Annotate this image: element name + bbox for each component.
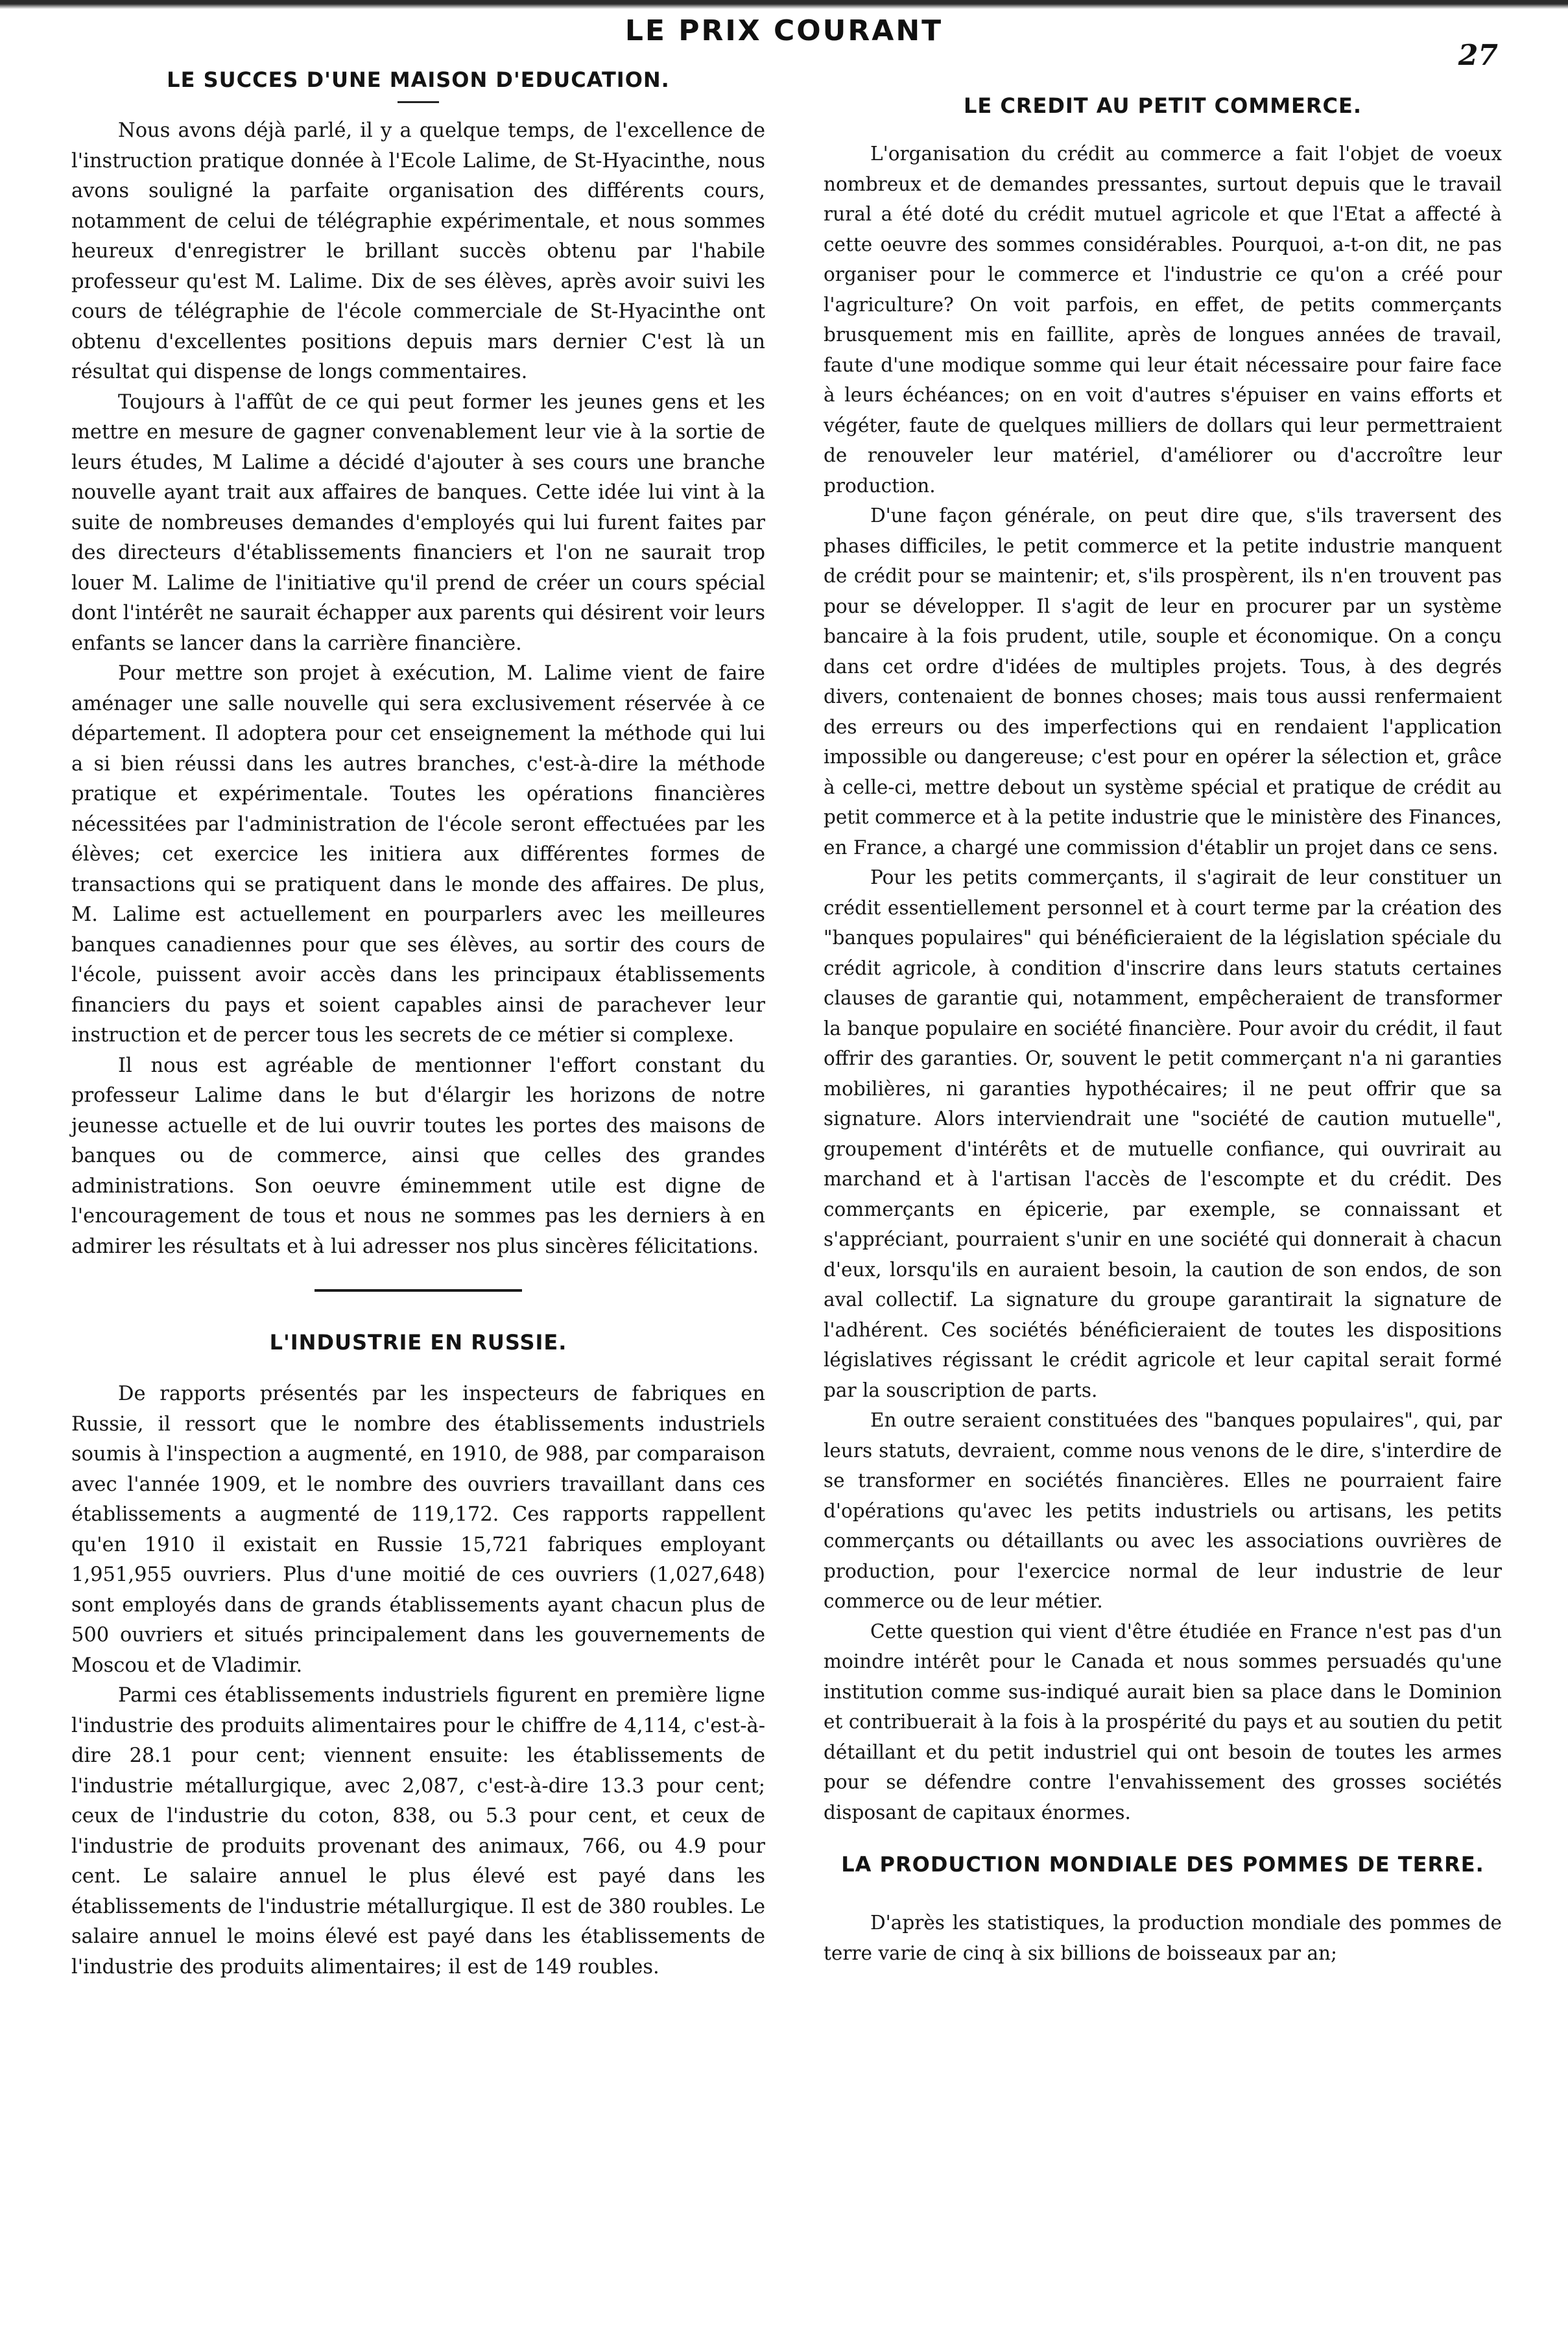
article-paragraph: Il nous est agréable de mentionner l'effort constant du professeur Lalime dans le but d'élargir les horizons de notre jeunesse actuelle et de lui ouvrir toutes les portes des maisons de banques ou de commerce, ainsi que celles des grandes administrations. Son oeuvre éminemment utile est digne de l'encouragement de tous et nous ne sommes pas les derniers à en admirer les résultats et à lui adresser nos plus sincères félicitations. [71,1054,765,1258]
article-paragraph: En outre seraient constituées des "banques populaires", qui, par leurs statuts, devraient, comme nous venons de le dire, s'interdire de se transformer en sociétés financières. Elles ne pourraient faire d'opérations qu'avec les petits industriels ou artisans, les petits commerçants ou détaillants ou avec les associations ouvrières de production, pour l'exercice normal de leur industrie de leur commerce ou de leur métier. [824,1409,1502,1612]
article-paragraph: Pour les petits commerçants, il s'agirait de leur constituer un crédit essentiellement personnel et à court terme par la création des "banques populaires" qui bénéficieraient de la législation spéciale du crédit agricole, à condition d'inscrire dans leurs statuts certaines clauses de garantie qui, notamment, empêcheraient de transformer la banque populaire en société financière. Pour avoir du crédit, il faut offrir des garanties. Or, souvent le petit commerçant n'a ni garanties mobilières, ni garanties hypothécaires; il ne peut offrir que sa signature. Alors interviendrait une "société de caution mutuelle", groupement d'intérêts et de mutuelle confiance, qui ouvrirait au marchand et à l'artisan l'accès de l'escompte et du crédit. Des commerçants en épicerie, par exemple, se connaissant et s'appréciant, pourraient s'unir en une société qui donnerait à chacun d'eux, lorsqu'ils en auraient besoin, la caution de son endos, de son aval collectif. La signature du groupe garantirait la signature de l'adhérent. Ces sociétés bénéficieraient de toutes les dispositions législatives régissant le crédit agricole et leur capital serait formé par la souscription de parts. [824,866,1502,1401]
article-paragraph: L'organisation du crédit au commerce a fait l'objet de voeux nombreux et de demandes pressantes, surtout depuis que le travail rural a été doté du crédit mutuel agricole et que l'Etat a affecté à cette oeuvre des sommes considérables. Pourquoi, a-t-on dit, ne pas organiser pour le commerce et l'industrie ce qu'on a créé pour l'agriculture? On voit parfois, en effet, de petits commerçants brusquement mis en faillite, après de longues années de travail, faute d'une modique somme qui leur était nécessaire pour faire face à leurs échéances; on en voit d'autres s'épuiser en vains efforts et végéter, faute de quelques milliers de dollars qui leur permettraient de renouveler leur matériel, d'améliorer ou d'accroître leur production. [824,143,1502,497]
article-paragraph: Nous avons déjà parlé, il y a quelque temps, de l'excellence de l'instruction pratique donnée à l'Ecole Lalime, de St-Hyacinthe, nous avons souligné la parfaite organisation des différents cours, notamment de celui de télégraphie expérimentale, et nous sommes heureux d'enregistrer le brillant succès obtenu par l'habile professeur qu'est M. Lalime. Dix de ses élèves, après avoir suivi les cours de télégraphie de l'école commerciale de St-Hyacinthe ont obtenu d'excellentes positions depuis mars dernier C'est là un résultat qui dispense de longs commentaires. [71,119,765,383]
right-column [824,91,1502,1968]
top-border [0,0,1568,9]
section-divider [315,1289,522,1292]
article-industrie-russie [71,1327,765,1982]
article-succes-maison-education [71,65,765,1262]
article-paragraph: De rapports présentés par les inspecteurs de fabriques en Russie, il ressort que le nombre des établissements industriels soumis à l'inspection a augmenté, en 1910, de 988, par comparaison avec l'année 1909, et le nombre des ouvriers travaillant dans ces établissements a augmenté de 119,172. Ces rapports rappellent qu'en 1910 il existait en Russie 15,721 fabriques employant 1,951,955 ouvriers. Plus d'une moitié de ces ouvriers (1,027,648) sont employés dans de grands établissements ayant chacun plus de 500 ouvriers et situés principalement dans les gouvernements de Moscou et de Vladimir. [71,1383,765,1677]
article-paragraph: Pour mettre son projet à exécution, M. Lalime vient de faire aménager une salle nouvelle qui sera exclusivement réservée à ce département. Il adoptera pour cet enseignement la méthode qui lui a si bien réussi dans les autres branches, c'est-à-dire la méthode pratique et expérimentale. Toutes les opérations financières nécessitées par l'administration de l'école seront effectuées par les élèves; cet exercice les initiera aux différentes formes de transactions qui se pratiquent dans le monde des affaires. De plus, M. Lalime est actuellement en pourparlers avec les meilleures banques canadiennes pour que ses élèves, au sortir des cours de l'école, puissent avoir accès dans les principaux établissements financiers du pays et soient capables ainsi de parachever leur instruction et de percer tous les secrets de ce métier si complexe. [71,662,765,1047]
article-title: L'INDUSTRIE EN RUSSIE. [269,1330,567,1355]
title-divider [398,101,439,103]
article-paragraph: D'après les statistiques, la production mondiale des pommes de terre varie de cinq à six billions de boisseaux par an; [824,1912,1502,1964]
article-paragraph: Toujours à l'affût de ce qui peut former les jeunes gens et les mettre en mesure de gagner convenablement leur vie à la sortie de leurs études, M Lalime a décidé d'ajouter à ses cours une branche nouvelle ayant trait aux affaires de banques. Cette idée lui vint à la suite de nombreuses demandes d'employés qui lui furent faites par des directeurs d'établissements financiers et l'on ne saurait trop louer M. Lalime de l'initiative qu'il prend de créer un cours spécial dont l'intérêt ne saurait échapper aux parents qui désirent voir leurs enfants se lancer dans la carrière financière. [71,390,765,655]
article-title: LA PRODUCTION MONDIALE DES POMMES DE TERRE. [841,1852,1484,1877]
article-title: LE CREDIT AU PETIT COMMERCE. [963,93,1362,118]
page-number: 27 [1458,39,1498,72]
article-credit-petit-commerce [824,91,1502,1827]
article-title: LE SUCCES D'UNE MAISON D'EDUCATION. [167,67,670,92]
article-paragraph: Parmi ces établissements industriels figurent en première ligne l'industrie des produits alimentaires pour le chiffre de 4,114, c'est-à-dire 28.1 pour cent; viennent ensuite: les établissements de l'industrie métallurgique, avec 2,087, c'est-à-dire 13.3 pour cent; ceux de l'industrie du coton, 838, ou 5.3 pour cent, et ceux de l'industrie de produits provenant des animaux, 766, ou 4.9 pour cent. Le salaire annuel le plus élevé est payé dans les établissements de l'industrie métallurgique. Il est de 380 roubles. Le salaire annuel le moins élevé est payé dans les établissements de l'industrie des produits alimentaires; il est de 149 roubles. [71,1684,765,1978]
left-column [71,65,765,1982]
page-header-title: LE PRIX COURANT [624,14,944,47]
article-paragraph: D'une façon générale, on peut dire que, s'ils traversent des phases difficiles, le petit commerce et la petite industrie manquent de crédit pour se maintenir; et, s'ils prospèrent, ils n'en trouvent pas pour se développer. Il s'agit de leur en procurer par un système bancaire à la fois prudent, utile, souple et économique. On a conçu dans cet ordre d'idées de multiples projets. Tous, à des degrés divers, contenaient de bonnes choses; mais tous aussi renfermaient des erreurs ou des imperfections qui en rendaient l'application impossible ou dangereuse; c'est pour en opérer la sélection et, grâce à celle-ci, mettre debout un système spécial et pratique de crédit au petit commerce et à la petite industrie que le ministère des Finances, en France, a chargé une commission d'établir un projet dans ce sens. [824,505,1502,859]
article-paragraph: Cette question qui vient d'être étudiée en France n'est pas d'un moindre intérêt pour le Canada et nous sommes persuadés qu'une institution comme sus-indiqué aurait bien sa place dans le Dominion et contribuerait à la fois à la prospérité du pays et au soutien du petit détaillant et du petit industriel qui ont besoin de toutes les armes pour se défendre contre l'envahissement des grosses sociétés disposant de capitaux énormes. [824,1620,1502,1823]
article-production-pommes-de-terre [824,1849,1502,1968]
